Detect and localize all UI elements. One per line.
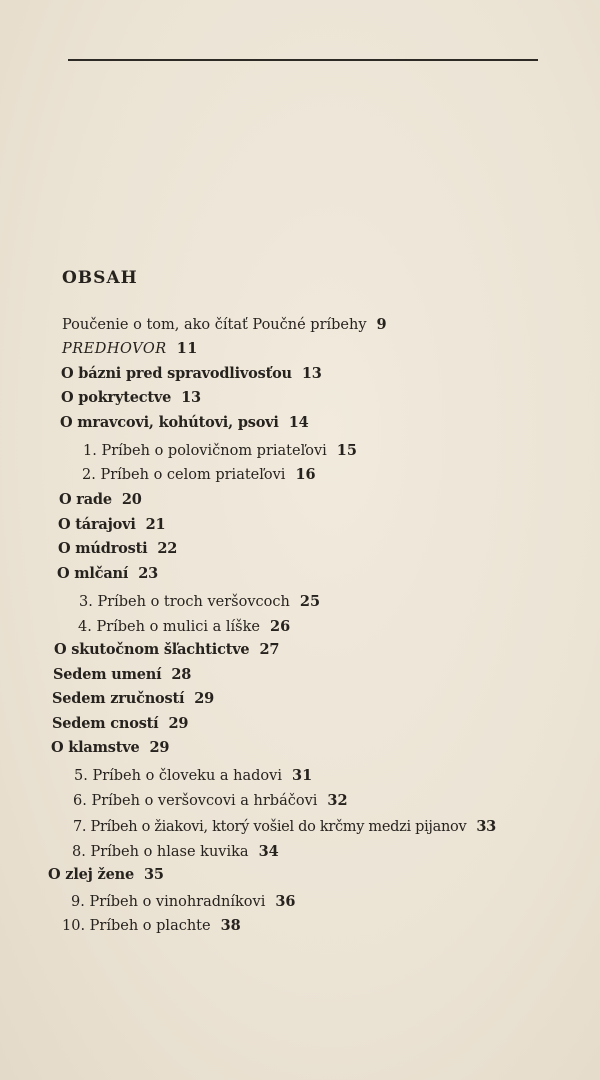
toc-entry-pribeh-3 [79,593,320,611]
toc-entry-page: 15 [336,442,357,459]
toc-entry-page: 33 [476,818,496,835]
toc-entry-title: 6. Príbeh o veršovcovi a hrbáčovi [73,793,318,809]
toc-entry-title: O rade [59,491,112,508]
toc-entry-pribeh-9 [71,893,296,911]
toc-entry-title: Poučenie o tom, ako čítať Poučné príbehy [62,317,367,333]
toc-entry-page: 31 [292,767,313,784]
toc-entry-pribeh-10 [62,917,241,935]
toc-entry-title: O bázni pred spravodlivosťou [61,365,292,382]
toc-entry-title: 5. Príbeh o človeku a hadovi [74,768,282,784]
toc-entry-page: 21 [145,516,166,533]
toc-entry-title: O múdrosti [58,540,148,557]
toc-entry-title: O mravcovi, kohútovi, psovi [60,414,279,431]
toc-entry-pribeh-4 [78,618,290,636]
toc-heading: OBSAH [62,268,138,288]
toc-entry-page: 14 [288,414,309,431]
toc-entry-title: O zlej žene [48,866,134,883]
toc-entry-title: 8. Príbeh o hlase kuvika [72,844,249,860]
toc-entry-pribeh-2 [82,466,316,484]
toc-entry-predhovor [62,340,198,358]
toc-entry-page: 23 [138,565,158,582]
toc-entry-sedem-zrucnosti [52,690,214,708]
toc-entry-o-mravcovi [60,414,309,432]
toc-entry-title: O tárajovi [58,516,136,533]
toc-entry-page: 26 [270,618,291,635]
toc-entry-page: 16 [295,466,316,483]
toc-entry-title: 1. Príbeh o polovičnom priateľovi [83,443,327,459]
toc-entry-o-rade [59,491,142,509]
toc-entry-page: 32 [327,792,348,809]
toc-entry-page: 36 [275,893,296,910]
toc-entry-title: 9. Príbeh o vinohradníkovi [71,894,266,910]
toc-entry-page: 38 [220,917,241,934]
toc-entry-page: 13 [301,365,322,382]
toc-entry-o-mlcani [57,565,158,583]
toc-entry-title: O pokrytectve [61,389,172,406]
toc-entry-page: 13 [181,389,201,406]
toc-entry-sedem-cnosti [52,715,188,733]
toc-entry-page: 25 [299,593,321,610]
toc-entry-page: 29 [194,690,215,707]
toc-entry-pribeh-6 [73,792,348,810]
toc-entry-pribeh-5 [74,767,312,785]
toc-entry-title: 2. Príbeh o celom priateľovi [82,467,286,483]
toc-entry-title: 7. Príbeh o žiakovi, ktorý vošiel do krčmy medzi pijanov [73,819,467,835]
toc-entry-title: 3. Príbeh o troch veršovcoch [79,594,290,610]
toc-entry-o-skutocnom [54,641,279,659]
toc-entry-poucenie [62,316,387,334]
toc-entry-pribeh-8 [72,843,279,861]
toc-entry-page: 29 [168,715,189,732]
toc-entry-page: 34 [258,843,279,860]
toc-entry-pribeh-1 [83,442,357,460]
toc-entry-title: O mlčaní [57,565,129,582]
toc-entry-pribeh-7 [73,818,496,836]
toc-entry-title: PREDHOVOR [62,341,167,357]
toc-entry-o-zlej-zene [48,866,164,884]
toc-entry-page: 22 [157,540,178,557]
toc-entry-title: O skutočnom šľachtictve [54,641,250,658]
toc-entry-o-klamstve [51,739,169,757]
toc-entry-title: Sedem cností [52,715,159,732]
toc-entry-o-tarajovi [58,516,165,534]
toc-entry-title: 10. Príbeh o plachte [62,918,211,934]
toc-entry-o-pokrytectve [61,389,201,407]
toc-entry-title: Sedem zručností [52,690,185,707]
toc-entry-page: 35 [143,866,164,883]
toc-entry-o-bazni [61,365,322,383]
toc-entry-sedem-umeni [53,666,191,684]
toc-entry-title: Sedem umení [53,666,162,683]
toc-entry-title: 4. Príbeh o mulici a líške [78,619,260,635]
toc-entry-o-mudrosti [58,540,177,558]
toc-entry-page: 11 [176,340,198,357]
toc-entry-page: 27 [259,641,280,658]
toc-entry-title: O klamstve [51,739,140,756]
toc-entry-page: 9 [376,316,387,333]
toc-entry-page: 29 [149,739,170,756]
toc-entry-page: 20 [121,491,142,508]
toc-entry-page: 28 [171,666,192,683]
